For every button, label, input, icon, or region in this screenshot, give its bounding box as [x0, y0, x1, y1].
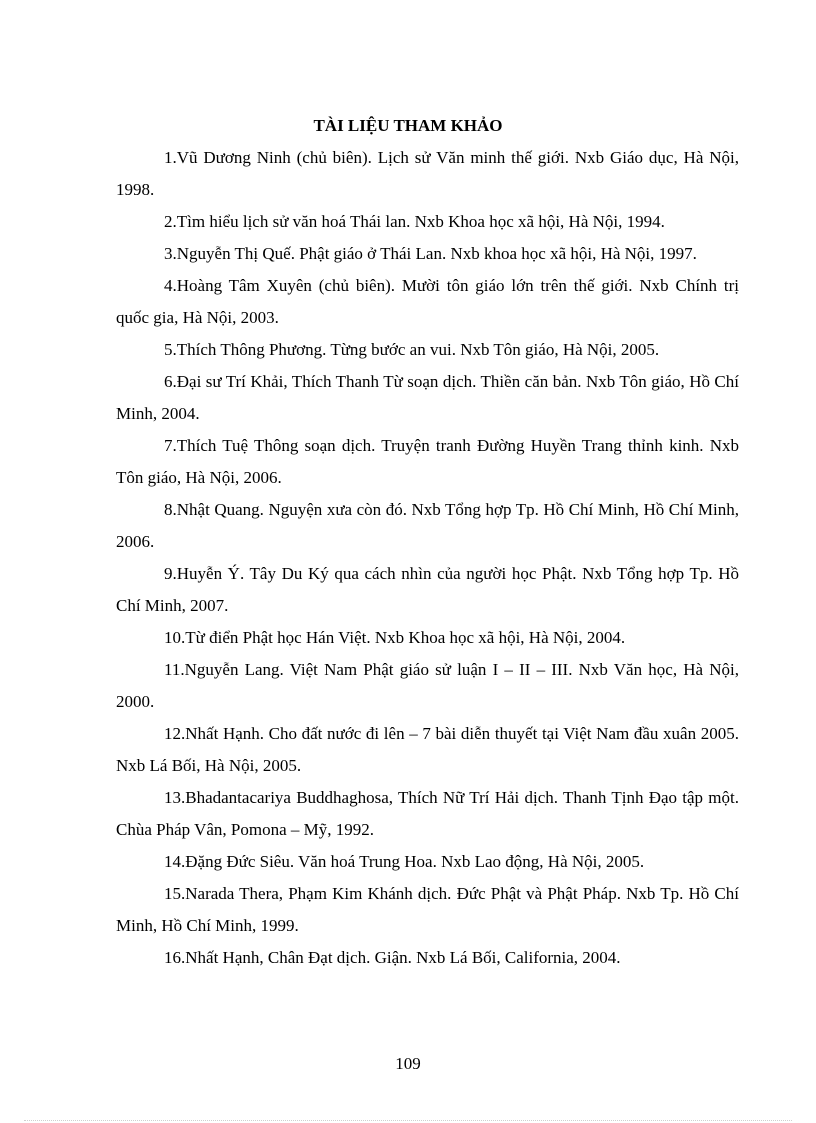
reference-text: Từ điển Phật học Hán Việt. Nxb Khoa học xã hội, Hà Nội, 2004. [185, 628, 626, 647]
reference-number: 4. [164, 276, 177, 295]
reference-text: Vũ Dương Ninh (chủ biên). Lịch sử Văn minh thế giới. Nxb Giáo dục, Hà Nội, 1998. [116, 148, 739, 199]
page-title: TÀI LIỆU THAM KHẢO [313, 116, 503, 135]
reference-number: 9. [164, 564, 177, 583]
reference-item [116, 270, 739, 334]
reference-item [116, 942, 739, 974]
reference-number: 10. [164, 628, 186, 647]
reference-item [116, 238, 739, 270]
reference-number: 5. [164, 340, 177, 359]
reference-text: Nhất Hạnh, Chân Đạt dịch. Giận. Nxb Lá Bối, California, 2004. [185, 948, 621, 967]
reference-number: 1. [164, 148, 177, 167]
reference-number: 8. [164, 500, 177, 519]
reference-item [116, 782, 739, 846]
reference-text: Bhadantacariya Buddhaghosa, Thích Nữ Trí Hải dịch. Thanh Tịnh Đạo tập một. Chùa Pháp Vân, Pomona – Mỹ, 1992. [116, 788, 739, 839]
reference-item [116, 206, 739, 238]
reference-number: 14. [164, 852, 186, 871]
reference-number: 16. [164, 948, 186, 967]
reference-number: 11. [164, 660, 185, 679]
reference-item [116, 622, 739, 654]
reference-text: Narada Thera, Phạm Kim Khánh dịch. Đức Phật và Phật Pháp. Nxb Tp. Hồ Chí Minh, Hồ Chí Minh, 1999. [116, 884, 739, 935]
reference-text: Hoàng Tâm Xuyên (chủ biên). Mười tôn giáo lớn trên thế giới. Nxb Chính trị quốc gia, Hà Nội, 2003. [116, 276, 739, 327]
reference-text: Nguyễn Lang. Việt Nam Phật giáo sử luận I – II – III. Nxb Văn học, Hà Nội, 2000. [116, 660, 739, 711]
reference-text: Thích Tuệ Thông soạn dịch. Truyện tranh Đường Huyền Trang thỉnh kinh. Nxb Tôn giáo, Hà Nội, 2006. [116, 436, 739, 487]
reference-item [116, 142, 739, 206]
reference-text: Đặng Đức Siêu. Văn hoá Trung Hoa. Nxb Lao động, Hà Nội, 2005. [185, 852, 645, 871]
reference-item [116, 654, 739, 718]
reference-item [116, 366, 739, 430]
reference-item [116, 430, 739, 494]
reference-number: 12. [164, 724, 186, 743]
reference-item [116, 878, 739, 942]
reference-number: 13. [164, 788, 186, 807]
reference-text: Tìm hiểu lịch sử văn hoá Thái lan. Nxb Khoa học xã hội, Hà Nội, 1994. [176, 212, 665, 231]
reference-list [116, 142, 739, 974]
reference-text: Nhật Quang. Nguyện xưa còn đó. Nxb Tổng hợp Tp. Hồ Chí Minh, Hồ Chí Minh, 2006. [116, 500, 739, 551]
page-bottom-divider [24, 1120, 792, 1121]
reference-number: 6. [164, 372, 177, 391]
reference-item [116, 334, 739, 366]
reference-text: Đại sư Trí Khải, Thích Thanh Từ soạn dịch. Thiền căn bản. Nxb Tôn giáo, Hồ Chí Minh, 2004. [116, 372, 739, 423]
reference-text: Huyễn Ý. Tây Du Ký qua cách nhìn của người học Phật. Nxb Tổng hợp Tp. Hồ Chí Minh, 2007. [116, 564, 739, 615]
reference-item [116, 846, 739, 878]
reference-item [116, 718, 739, 782]
reference-text: Nguyễn Thị Quế. Phật giáo ở Thái Lan. Nxb khoa học xã hội, Hà Nội, 1997. [176, 244, 697, 263]
reference-number: 2. [164, 212, 177, 231]
reference-item [116, 494, 739, 558]
reference-number: 15. [164, 884, 186, 903]
page-number: 109 [395, 1054, 421, 1073]
reference-text: Nhất Hạnh. Cho đất nước đi lên – 7 bài diễn thuyết tại Việt Nam đầu xuân 2005. Nxb Lá Bối, Hà Nội, 2005. [116, 724, 739, 775]
reference-text: Thích Thông Phương. Từng bước an vui. Nxb Tôn giáo, Hà Nội, 2005. [176, 340, 660, 359]
reference-number: 7. [164, 436, 177, 455]
reference-number: 3. [164, 244, 177, 263]
reference-item [116, 558, 739, 622]
